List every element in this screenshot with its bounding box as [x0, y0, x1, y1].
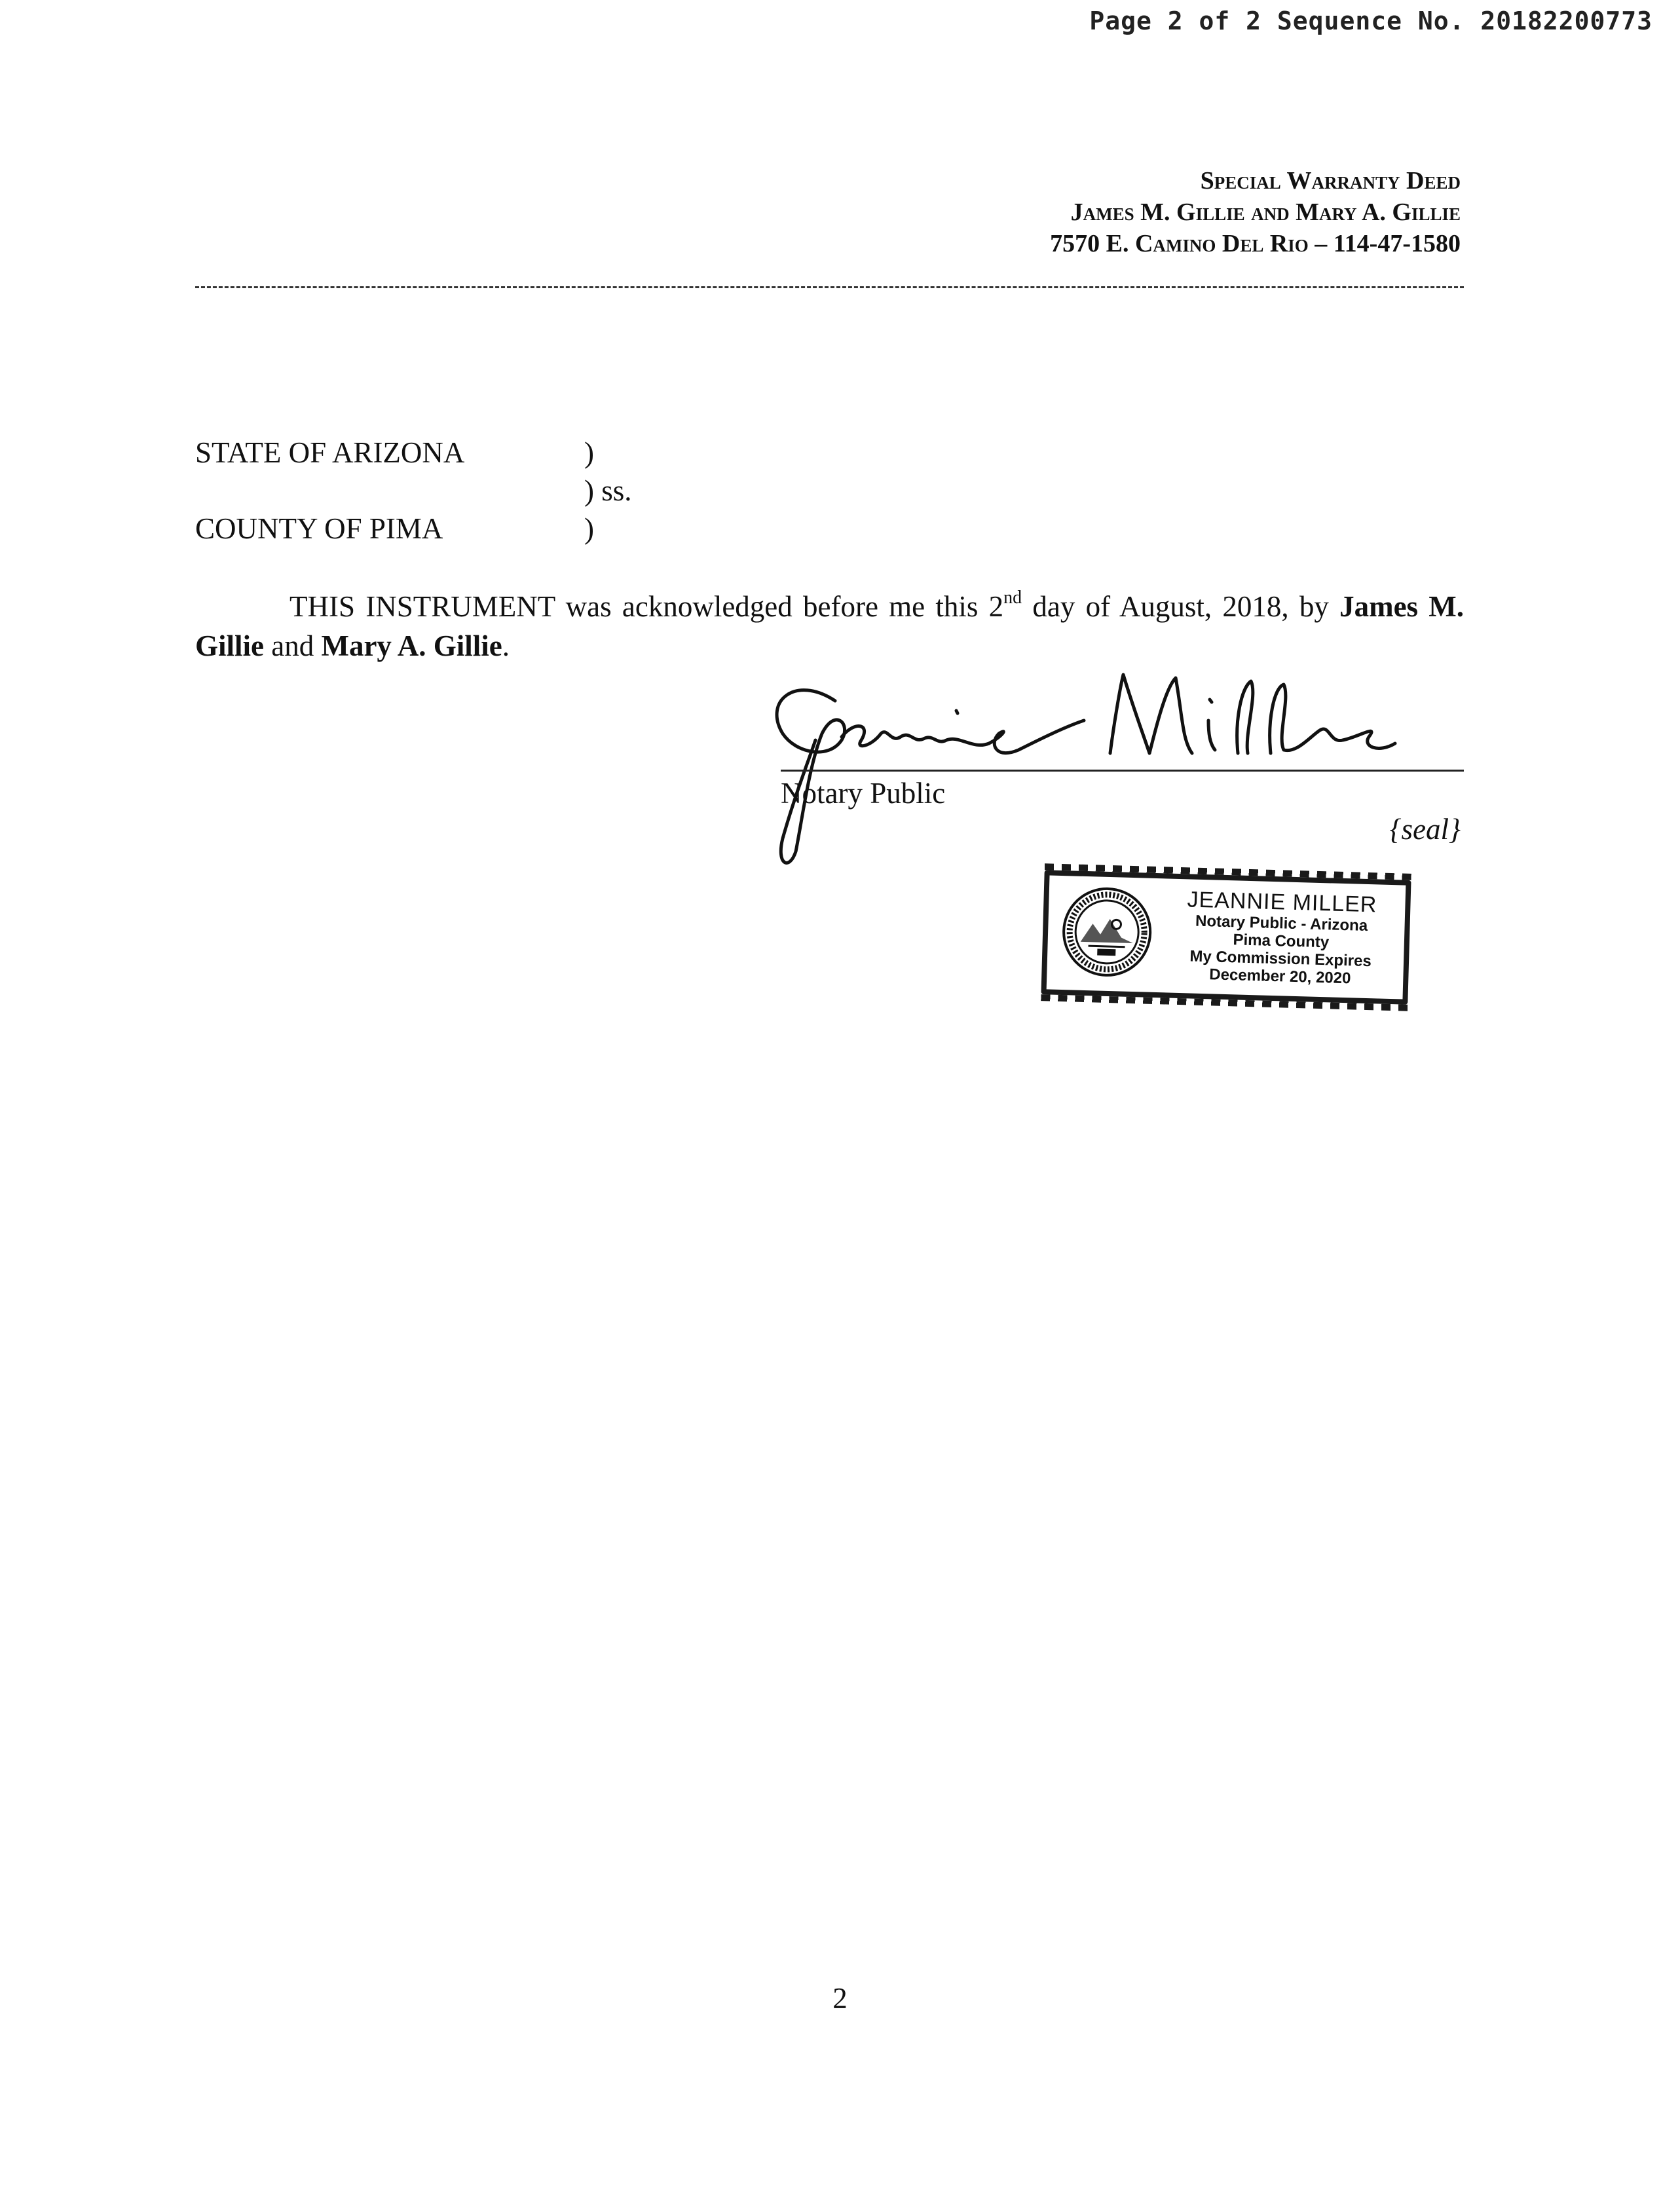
deed-title: Special Warranty Deed	[1200, 167, 1461, 195]
venue-state: STATE OF ARIZONA	[195, 436, 465, 469]
ack-ordinal: nd	[1003, 588, 1022, 608]
seal-label: {seal}	[1389, 813, 1461, 846]
stamp-commission-date: December 20, 2020	[1208, 965, 1351, 988]
deed-parties: James M. Gillie and Mary A. Gillie	[1070, 198, 1461, 226]
ack-signer-1: James M. Gillie	[195, 590, 1465, 662]
venue-paren-bottom: )	[584, 512, 594, 545]
signature-line	[781, 770, 1464, 772]
stamp-commission-label: My Commission Expires	[1189, 947, 1372, 971]
ack-signer-2: Mary A. Gillie	[321, 629, 502, 662]
page-number: 2	[832, 1982, 848, 2015]
ack-lead: THIS INSTRUMENT was acknowledged before me this 2	[289, 590, 1004, 623]
stamp-county: Pima County	[1233, 931, 1330, 952]
recording-page-stamp: Page 2 of 2 Sequence No. 20182200773	[1089, 7, 1652, 35]
notary-stamp	[1041, 870, 1411, 1005]
header-divider	[195, 286, 1464, 288]
ack-date-rest: day of August, 2018, by	[1022, 590, 1329, 623]
deed-property: 7570 E. Camino Del Rio – 114-47-1580	[1050, 230, 1461, 257]
ack-end: .	[502, 629, 510, 662]
arizona-state-seal-icon	[1060, 885, 1154, 979]
stamp-notary-name: JEANNIE MILLER	[1187, 887, 1377, 918]
deed-header	[740, 165, 1461, 259]
venue-ss: ) ss.	[584, 474, 632, 507]
notary-public-label: Notary Public	[781, 777, 946, 810]
venue-paren-top: )	[584, 436, 594, 469]
acknowledgment-paragraph	[195, 587, 1464, 665]
ack-conjunction: and	[264, 629, 322, 662]
stamp-notary-title: Notary Public - Arizona	[1195, 912, 1368, 935]
notary-stamp-text	[1158, 886, 1404, 988]
venue-county: COUNTY OF PIMA	[195, 512, 443, 545]
